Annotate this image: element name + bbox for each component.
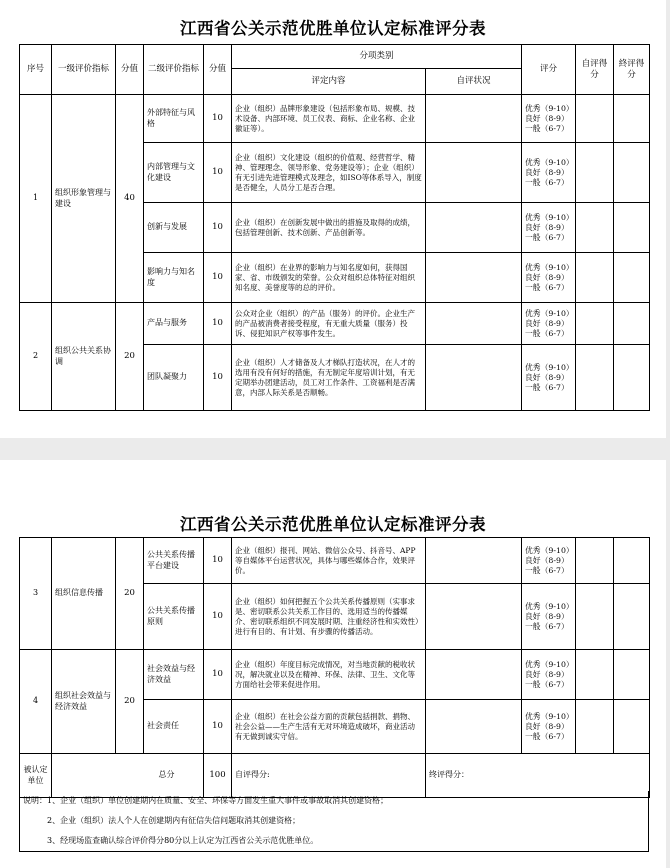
self-eval-cell[interactable] [426, 538, 522, 584]
item-desc: 企业（组织）文化建设（组织的价值观、经营哲学、精神、管理理念、领导形象、党务建设等）；企业（组织）有无引进先进管理模式及理念，如ISO等体系导入，制度是否健全，人员分工是否合理。 [232, 143, 426, 203]
self-score-cell[interactable] [576, 538, 614, 584]
item-desc: 企业（组织）报刊、网站、微信公众号、抖音号、APP等自媒体平台运营状况，具体与哪些媒体合作，效果评价。 [232, 538, 426, 584]
group-score: 20 [116, 650, 144, 754]
self-score-cell[interactable] [576, 203, 614, 253]
table-row [20, 303, 650, 345]
header-category: 分项类别 [232, 45, 522, 69]
self-score-cell[interactable] [576, 345, 614, 411]
item-score: 10 [204, 203, 232, 253]
self-eval-cell[interactable] [426, 700, 522, 754]
item-desc: 企业（组织）年度目标完成情况，对当地贡献的税收状况，解决就业以及在精神、环保、法律、卫生、文化等方面给社会带来促进作用。 [232, 650, 426, 700]
item-name: 公共关系传播平台建设 [144, 538, 204, 584]
group-name: 组织信息传播 [52, 538, 116, 650]
final-score-cell[interactable] [614, 700, 650, 754]
self-eval-cell[interactable] [426, 584, 522, 650]
header-self-score: 自评得分 [576, 45, 614, 95]
total-value: 100 [204, 754, 232, 798]
rating-scale: 优秀（9-10） 良好（8-9） 一般（6-7） [522, 95, 576, 143]
rating-scale: 优秀（9-10） 良好（8-9） 一般（6-7） [522, 303, 576, 345]
rating-scale: 优秀（9-10） 良好（8-9） 一般（6-7） [522, 143, 576, 203]
header-level2: 二级评价指标 [144, 45, 204, 95]
unit-label: 被认定单位 [20, 754, 52, 798]
final-score-cell[interactable] [614, 303, 650, 345]
table-row [20, 95, 650, 143]
final-score-cell[interactable] [614, 650, 650, 700]
rating-scale: 优秀（9-10） 良好（8-9） 一般（6-7） [522, 538, 576, 584]
self-eval-cell[interactable] [426, 203, 522, 253]
item-name: 创新与发展 [144, 203, 204, 253]
item-desc: 企业（组织）在创新发展中做出的措施及取得的成绩，包括管理创新、技术创新、产品创新等。 [232, 203, 426, 253]
item-name: 影响力与知名度 [144, 253, 204, 303]
item-name: 社会责任 [144, 700, 204, 754]
self-score-cell[interactable] [576, 650, 614, 700]
self-score-cell[interactable] [576, 253, 614, 303]
item-score: 10 [204, 95, 232, 143]
rating-scale: 优秀（9-10） 良好（8-9） 一般（6-7） [522, 253, 576, 303]
item-score: 10 [204, 700, 232, 754]
item-score: 10 [204, 345, 232, 411]
header-rating: 评分 [522, 45, 576, 95]
self-score-cell[interactable] [576, 143, 614, 203]
rating-scale: 优秀（9-10） 良好（8-9） 一般（6-7） [522, 650, 576, 700]
header-final-score: 終评得分 [614, 45, 650, 95]
item-desc: 企业（组织）人才储备及人才梯队打造状况，在人才的选用有没有何好的措施，有无制定年度培训计划，有无定期举办团建活动，员工对工作条件、工资福利是否满意，内部人际关系是否顺畅。 [232, 345, 426, 411]
self-eval-cell[interactable] [426, 650, 522, 700]
group-seq: 2 [20, 303, 52, 411]
group-seq: 4 [20, 650, 52, 754]
scoring-table-part-one [19, 44, 650, 411]
item-name: 团队凝聚力 [144, 345, 204, 411]
item-name: 产品与服务 [144, 303, 204, 345]
item-score: 10 [204, 253, 232, 303]
group-score: 20 [116, 538, 144, 650]
header-self-eval: 自评状况 [426, 69, 522, 95]
page-title-continued: 江西省公关示范优胜单位认定标准评分表 [180, 515, 486, 534]
header-level1: 一级评价指标 [52, 45, 116, 95]
item-name: 内部管理与文化建设 [144, 143, 204, 203]
final-score-cell[interactable] [614, 538, 650, 584]
item-desc: 公众对企业（组织）的产品（服务）的评价。企业生产的产品被消费者接受程度，有无重大质量（服务）投诉、侵犯知识产权等事件发生。 [232, 303, 426, 345]
note-line: 2、企业（组织）法人个人在创建期内有征信失信问题取消其创建资格； [47, 816, 301, 825]
item-name: 公共关系传播原则 [144, 584, 204, 650]
group-name: 组织形象管理与建设 [52, 95, 116, 303]
note-line: 说明：1、企业（组织）单位创建期内在质量、安全、环保等方面发生重大事件或事故取消其创建资格； [23, 796, 389, 805]
note-line: 3、经现场监查确认综合评价得分80分以上认定为江西省公关示范优胜单位。 [47, 836, 319, 845]
notes-section [19, 791, 649, 852]
item-desc: 企业（组织）在社会公益方面的贡献包括捐款、捐物、社会公益——生产生活有无对环境造成破坏，商业活动有无做到诚实守信。 [232, 700, 426, 754]
self-score-cell[interactable] [576, 303, 614, 345]
final-score-cell[interactable] [614, 253, 650, 303]
item-score: 10 [204, 143, 232, 203]
rating-scale: 优秀（9-10） 良好（8-9） 一般（6-7） [522, 584, 576, 650]
rating-scale: 优秀（9-10） 良好（8-9） 一般（6-7） [522, 203, 576, 253]
item-desc: 企业（组织）品牌形象建设（包括形象布局、规模、技术设备、内部环境、员工仪表、商标、企业名称、企业徽证等）。 [232, 95, 426, 143]
header-content: 评定内容 [232, 69, 426, 95]
self-eval-cell[interactable] [426, 95, 522, 143]
self-total-cell[interactable]: 自评得分: [232, 754, 426, 798]
item-desc: 企业（组织）如何把握五个公共关系传播原则（实事求是、密切联系公共关系工作目的、选用适当的传播媒介、密切联系组织不同发展时期、注重经济性和实效性）进行有目的、有计划、有步骤的传播活动。 [232, 584, 426, 650]
group-score: 20 [116, 303, 144, 411]
self-score-cell[interactable] [576, 95, 614, 143]
total-label: 总分 [158, 770, 175, 780]
final-score-cell[interactable] [614, 203, 650, 253]
self-eval-cell[interactable] [426, 253, 522, 303]
group-name: 组织公共关系协调 [52, 303, 116, 411]
item-desc: 企业（组织）在业界的影响力与知名度如何，获得国家、省、市级颁发的荣誉。公众对组织总体特征对组织知名度、美誉度等的总的评价。 [232, 253, 426, 303]
final-score-cell[interactable] [614, 584, 650, 650]
item-score: 10 [204, 538, 232, 584]
rating-scale: 优秀（9-10） 良好（8-9） 一般（6-7） [522, 345, 576, 411]
header-score2: 分值 [204, 45, 232, 95]
page-title: 江西省公关示范优胜单位认定标准评分表 [180, 19, 486, 38]
final-score-cell[interactable] [614, 345, 650, 411]
final-score-cell[interactable] [614, 143, 650, 203]
table-row [20, 538, 650, 584]
self-score-cell[interactable] [576, 700, 614, 754]
item-name: 外部特征与风格 [144, 95, 204, 143]
item-score: 10 [204, 584, 232, 650]
self-score-cell[interactable] [576, 584, 614, 650]
item-score: 10 [204, 303, 232, 345]
self-eval-cell[interactable] [426, 303, 522, 345]
header-seq: 序号 [20, 45, 52, 95]
group-name: 组织社会效益与经济效益 [52, 650, 116, 754]
rating-scale: 优秀（9-10） 良好（8-9） 一般（6-7） [522, 700, 576, 754]
group-seq: 3 [20, 538, 52, 650]
item-name: 社会效益与经济效益 [144, 650, 204, 700]
group-seq: 1 [20, 95, 52, 303]
self-eval-cell[interactable] [426, 345, 522, 411]
self-eval-cell[interactable] [426, 143, 522, 203]
scoring-table-part-two [19, 537, 650, 798]
group-score: 40 [116, 95, 144, 303]
final-score-cell[interactable] [614, 95, 650, 143]
item-score: 10 [204, 650, 232, 700]
final-total-cell[interactable]: 终评得分： [426, 754, 650, 798]
table-row [20, 650, 650, 700]
header-score1: 分值 [116, 45, 144, 95]
